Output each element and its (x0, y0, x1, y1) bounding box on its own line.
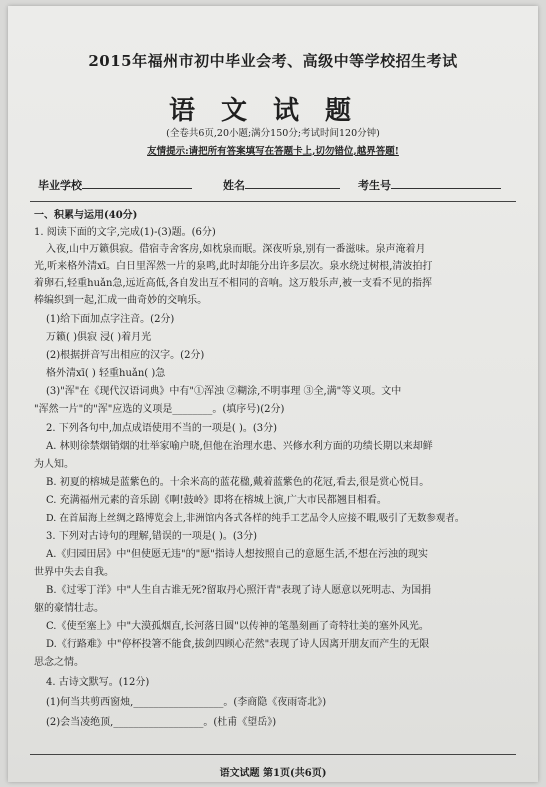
text-line: 思念之情。 (34, 657, 84, 668)
text-line: B.《过零丁洋》中"人生自古谁无死?留取丹心照汗青"表现了诗人愿意以死明志、为国捐 (46, 585, 432, 596)
text-line: A. 林则徐禁烟销烟的壮举家喻户晓,但他在治理水患、兴修水利方面的功绩长期以来却鲜 (46, 441, 433, 452)
name-label: 姓名 (223, 179, 245, 192)
text-line: A.《归园田居》中"但使愿无违"的"愿"指诗人想按照自己的意愿生活,不想在污浊的现实 (46, 549, 428, 560)
text-line: D. 在首届海上丝绸之路博览会上,非洲馆内各式各样的纯手工艺品令人应接不暇,吸引了无数参观者。 (46, 513, 465, 524)
text-line: 3. 下列对古诗句的理解,错误的一项是( )。(3分) (46, 531, 258, 542)
text-line: 世界中失去自我。 (34, 567, 114, 578)
subject-title: 语文试题 (168, 96, 377, 126)
text-line: "浑然一片"的"浑"应选的义项是________。(填序号)(2分) (34, 404, 285, 415)
exam-info: (全卷共6页,20小题;满分150分;考试时间120分钟) (166, 128, 380, 139)
text-line: 格外清xī( ) 轻重huǎn( )急 (46, 368, 166, 379)
text-line: 着卵石,轻重huǎn急,远近高低,各自发出互不相同的音响。这万般乐声,被一支看不见的指挥 (34, 278, 432, 289)
page-footer: 语文试题 第1页(共6页) (219, 768, 327, 779)
text-line: C. 充满福州元素的音乐剧《啊!鼓岭》即将在榕城上演,广大市民都翘目相看。 (46, 495, 387, 506)
school-label: 毕业学校 (38, 179, 82, 192)
text-line: 万籁( )俱寂 浸( )着月光 (46, 332, 152, 343)
exam-no-label: 考生号 (358, 179, 391, 192)
text-line: 为人知。 (34, 459, 74, 470)
text-line: 棒编织到一起,汇成一曲奇妙的交响乐。 (34, 295, 208, 306)
school-field (38, 177, 192, 193)
divider (30, 201, 516, 202)
text-line: 入夜,山中万籁俱寂。借宿寺舍客房,如枕泉而眠。深夜听泉,别有一番滋味。泉声淹着月 (46, 244, 426, 255)
exam-paper (8, 6, 538, 782)
text-line: B. 初夏的榕城是蓝紫色的。十余米高的蓝花楹,戴着蓝紫色的花冠,看去,很是赏心悦目。 (46, 477, 430, 488)
text-line: D.《行路难》中"停杯投箸不能食,拔剑四顾心茫然"表现了诗人因离开朋友而产生的无限 (46, 639, 430, 650)
text-line: 4. 古诗文默写。(12分) (46, 677, 150, 688)
text-line: (2)根据拼音写出相应的汉字。(2分) (46, 350, 205, 361)
section-heading: 一、积累与运用(40分) (34, 210, 138, 221)
text-line: 躯的豪情壮志。 (34, 603, 104, 614)
text-line: (2)会当凌绝顶,__________________。(杜甫《望岳》) (46, 717, 277, 728)
text-line: 光,听来格外清xī。白日里浑然一片的泉鸣,此时却能分出许多层次。泉水绕过树根,清波拍打 (34, 261, 433, 272)
text-line: (3)"浑"在《现代汉语词典》中有"①浑浊 ②糊涂,不明事理 ③全,满"等义项。文中 (46, 386, 402, 397)
text-line: (1)何当共剪西窗烛,__________________。(李商隐《夜雨寄北》) (46, 697, 327, 708)
exam-no-field (358, 177, 501, 193)
footer-divider (30, 754, 516, 755)
text-line: 1. 阅读下面的文字,完成(1)-(3)题。(6分) (34, 227, 216, 238)
text-line: (1)给下面加点字注音。(2分) (46, 314, 175, 325)
text-line: 2. 下列各句中,加点成语使用不当的一项是( )。(3分) (46, 423, 278, 434)
friendly-tip: 友情提示:请把所有答案填写在答题卡上,切勿错位,越界答题! (147, 146, 399, 157)
exam-title: 2015年福州市初中毕业会考、高级中等学校招生考试 (88, 52, 458, 70)
text-line: C.《使至塞上》中"大漠孤烟直,长河落日圆"以传神的笔墨刻画了奇特壮美的塞外风光。 (46, 621, 429, 632)
name-field (223, 177, 340, 193)
